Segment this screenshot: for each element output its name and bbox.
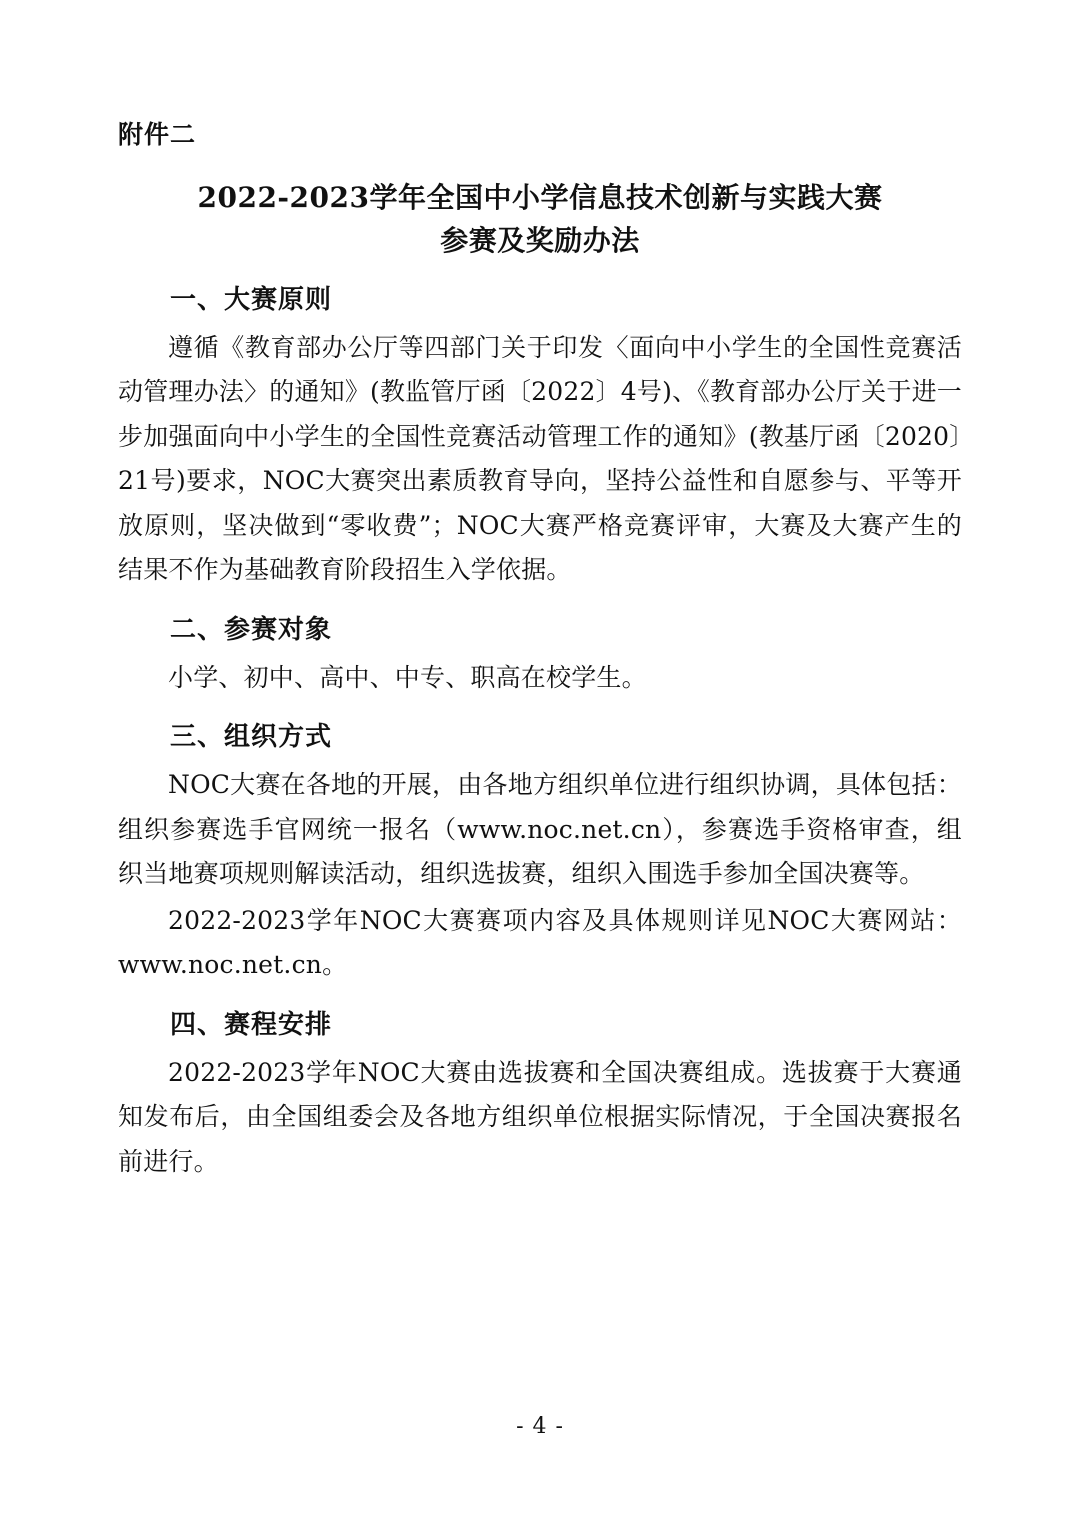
attachment-label: 附件二 (118, 120, 197, 149)
section-heading-schedule: 四、赛程安排 (170, 1009, 333, 1040)
section-paragraph-organization-2: 2022-2023学年NOC大赛赛项内容及具体规则详见NOC大赛网站：www.noc.net.cn。 (118, 905, 962, 980)
section-paragraph-schedule: 2022-2023学年NOC大赛由选拔赛和全国决赛组成。选拔赛于大赛通知发布后，由全国组委会及各地方组织单位根据实际情况，于全国决赛报名前进行。 (118, 1057, 962, 1176)
section-heading-participants: 二、参赛对象 (170, 614, 333, 645)
page-title (118, 176, 962, 263)
section-paragraph-participants: 小学、初中、高中、中专、职高在校学生。 (168, 662, 647, 692)
section-heading-principles: 一、大赛原则 (170, 284, 333, 315)
page-title-line-1: 2022-2023学年全国中小学信息技术创新与实践大赛 (197, 181, 883, 214)
page-number: - 4 - (516, 1414, 564, 1439)
section-paragraph-organization-1: NOC大赛在各地的开展，由各地方组织单位进行组织协调，具体包括：组织参赛选手官网统一报名（www.noc.net.cn），参赛选手资格审查，组织当地赛项规则解读活动，组织选拔赛，组织入围选手参加全国决赛等。 (118, 770, 962, 889)
page-title-line-2: 参赛及奖励办法 (440, 224, 640, 258)
section-paragraph-principles: 遵循《教育部办公厅等四部门关于印发〈面向中小学生的全国性竞赛活动管理办法〉的通知》(教监管厅函〔2022〕4号)、《教育部办公厅关于进一步加强面向中小学生的全国性竞赛活动管理工作的通知》(教基厅函〔2020〕21号)要求，NOC大赛突出素质教育导向，坚持公益性和自愿参与、平等开放原则，坚决做到“零收费”；NOC大赛严格竞赛评审，大赛及大赛产生的结果不作为基础教育阶段招生入学依据。 (118, 332, 962, 585)
section-heading-organization: 三、组织方式 (170, 722, 333, 753)
